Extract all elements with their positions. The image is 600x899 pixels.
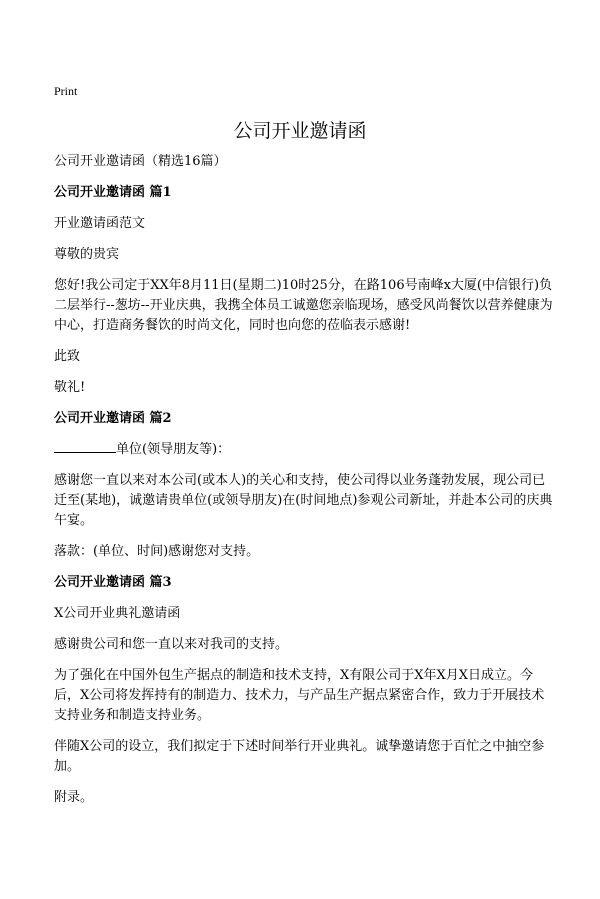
section-2-paragraph: 感谢您一直以来对本公司(或本人)的关心和支持，使公司得以业务蓬勃发展，现公司已迁至(某地)，诚邀请贵单位(或领导朋友)在(时间地点)参观公司新址，并赴本公司的庆典午宴。 xyxy=(54,473,553,528)
section-3-paragraph: 感谢贵公司和您一直以来对我司的支持。 xyxy=(54,637,289,652)
section-2-paragraph xyxy=(54,440,554,460)
section-1-paragraph: 此致 xyxy=(54,349,81,364)
section-1-heading: 公司开业邀请函 篇1 xyxy=(54,185,172,200)
section-1-paragraph: 敬礼! xyxy=(54,380,86,395)
print-label: Print xyxy=(54,84,78,98)
document-subtitle: 公司开业邀请函（精选16篇） xyxy=(54,154,227,169)
section-3-paragraph: 为了强化在中国外包生产据点的制造和技术支持，X有限公司于X年X月X日成立。今后，X公司将发挥持有的制造力、技术力，与产品生产据点紧密合作，致力于开展技术支持业务和制造支持业务。 xyxy=(54,668,545,723)
section-1-paragraph: 开业邀请函范文 xyxy=(54,216,146,231)
section-3-paragraph: 伴随X公司的设立，我们拟定于下述时间举行开业典礼。诚挚邀请您于百忙之中抽空参加。 xyxy=(54,739,545,774)
section-3-paragraph: 附录。 xyxy=(54,790,94,805)
document-title: 公司开业邀请函 xyxy=(233,120,367,142)
section-2-heading: 公司开业邀请函 篇2 xyxy=(54,411,172,426)
section-2-paragraph: 落款：(单位、时间)感谢您对支持。 xyxy=(54,544,260,559)
document-body xyxy=(54,152,554,819)
section-1-paragraph: 尊敬的贵宾 xyxy=(54,247,120,262)
section-2-salutation: 单位(领导朋友等)： xyxy=(116,442,231,457)
fill-in-blank xyxy=(54,440,116,453)
section-3-paragraph: X公司开业典礼邀请函 xyxy=(54,606,181,621)
section-1-paragraph: 您好!我公司定于XX年8月11日(星期二)10时25分，在路106号南峰x大厦(中信银行)负二层举行--葱坊--开业庆典，我携全体员工诚邀您亲临现场，感受风尚餐饮以营养健康为中心，打造商务餐饮的时尚文化，同时也向您的莅临表示感谢! xyxy=(54,278,553,333)
section-3-heading: 公司开业邀请函 篇3 xyxy=(54,575,172,590)
